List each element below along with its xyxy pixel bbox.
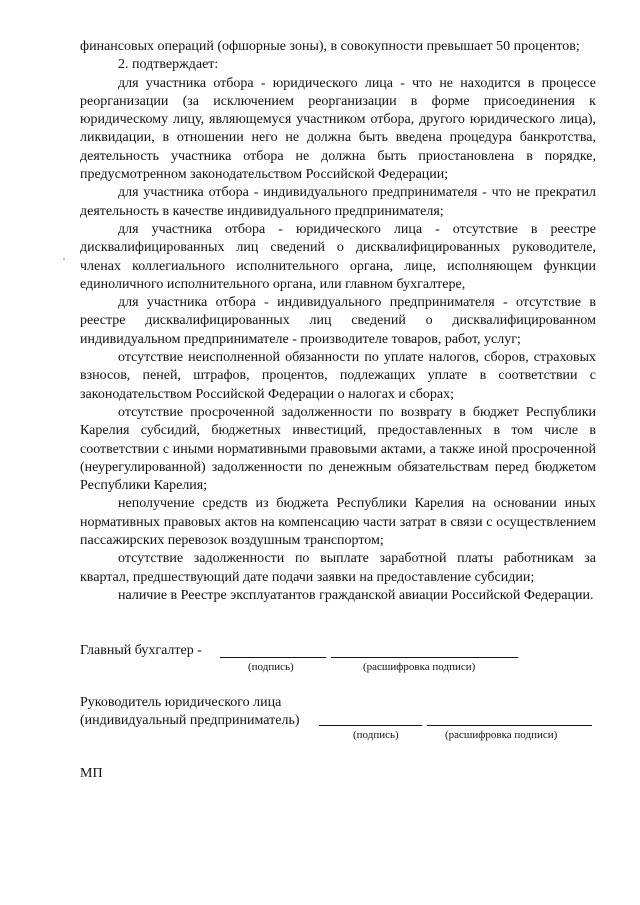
paragraph-tax-obligations: отсутствие неисполненной обязанности по уплате налогов, сборов, страховых взносов, пеней, штрафов, процентов, подлежащих уплате в соответствии с законодательством Российской Федерации о налогах и сборах; xyxy=(80,350,596,402)
director-signature-line xyxy=(319,725,422,726)
chief-accountant-signature-line xyxy=(220,657,326,658)
paragraph-confirms: 2. подтверждает: xyxy=(118,57,219,73)
paragraph-aviation-registry: наличие в Реестре эксплуатантов гражданской авиации Российской Федерации. xyxy=(118,587,594,603)
director-decode-caption: (расшифровка подписи) xyxy=(445,729,558,741)
stamp-place-label: МП xyxy=(80,766,103,781)
chief-accountant-decode-line xyxy=(331,657,518,658)
chief-accountant-signature-caption: (подпись) xyxy=(248,661,294,673)
paragraph-offshore: финансовых операций (офшорные зоны), в совокупности превышает 50 процентов; xyxy=(80,39,580,54)
paragraph-entrepreneur-status: для участника отбора - индивидуального предпринимателя - что не прекратил деятельность в качестве индивидуального предпринимателя; xyxy=(80,185,596,219)
paragraph-legal-entity-disqualified: для участника отбора - юридического лица - отсутствие в реестре дисквалифицированных лиц сведений о дисквалифицированных руководителе, членах коллегиального исполнительного органа, лице, исполняющем функции единоличного исполнительного органа, или главном бухгалтере, xyxy=(80,221,596,292)
document-body xyxy=(80,38,596,605)
director-label-line1: Руководитель юридического лица xyxy=(80,695,282,710)
paragraph-no-other-funds: неполучение средств из бюджета Республики Карелия на основании иных нормативных правовых актов на компенсацию части затрат в связи с осуществлением пассажирских перевозок воздушным транспортом; xyxy=(80,496,596,549)
paragraph-legal-entity-status: для участника отбора - юридического лица - что не находится в процессе реорганизации (за исключением реорганизации в форме присоединения к юридическому лицу, являющемуся участником отбора, другого юридического лица), ликвидации, в отношении него не должна быть введена процедура банкротства, деятельность участника отбора не должна быть приостановлена в порядке, предусмотренном законодательством Российской Федерации; xyxy=(80,75,596,183)
director-label-line2: (индивидуальный предприниматель) xyxy=(80,713,300,728)
director-decode-line xyxy=(427,725,592,726)
paragraph-budget-debt: отсутствие просроченной задолженности по возврату в бюджет Республики Карелия субсидий, бюджетных инвестиций, предоставленных в том числе в соответствии с иными нормативными правовыми актами, а также иной просроченной (неурегулированной) задолженности по денежным обязательствам перед бюджетом Республики Карелия; xyxy=(80,404,596,494)
scan-speck xyxy=(63,258,65,260)
paragraph-entrepreneur-disqualified: для участника отбора - индивидуального предпринимателя - отсутствие в реестре дисквалифицированных лиц сведений о дисквалифицированном индивидуальном предпринимателе - производителе товаров, работ, услуг; xyxy=(80,295,596,347)
paragraph-salary-debt: отсутствие задолженности по выплате заработной платы работникам за квартал, предшествующий дате подачи заявки на предоставление субсидии; xyxy=(80,551,596,585)
chief-accountant-label: Главный бухгалтер - xyxy=(80,643,202,658)
chief-accountant-decode-caption: (расшифровка подписи) xyxy=(363,661,476,673)
director-signature-caption: (подпись) xyxy=(353,729,399,741)
